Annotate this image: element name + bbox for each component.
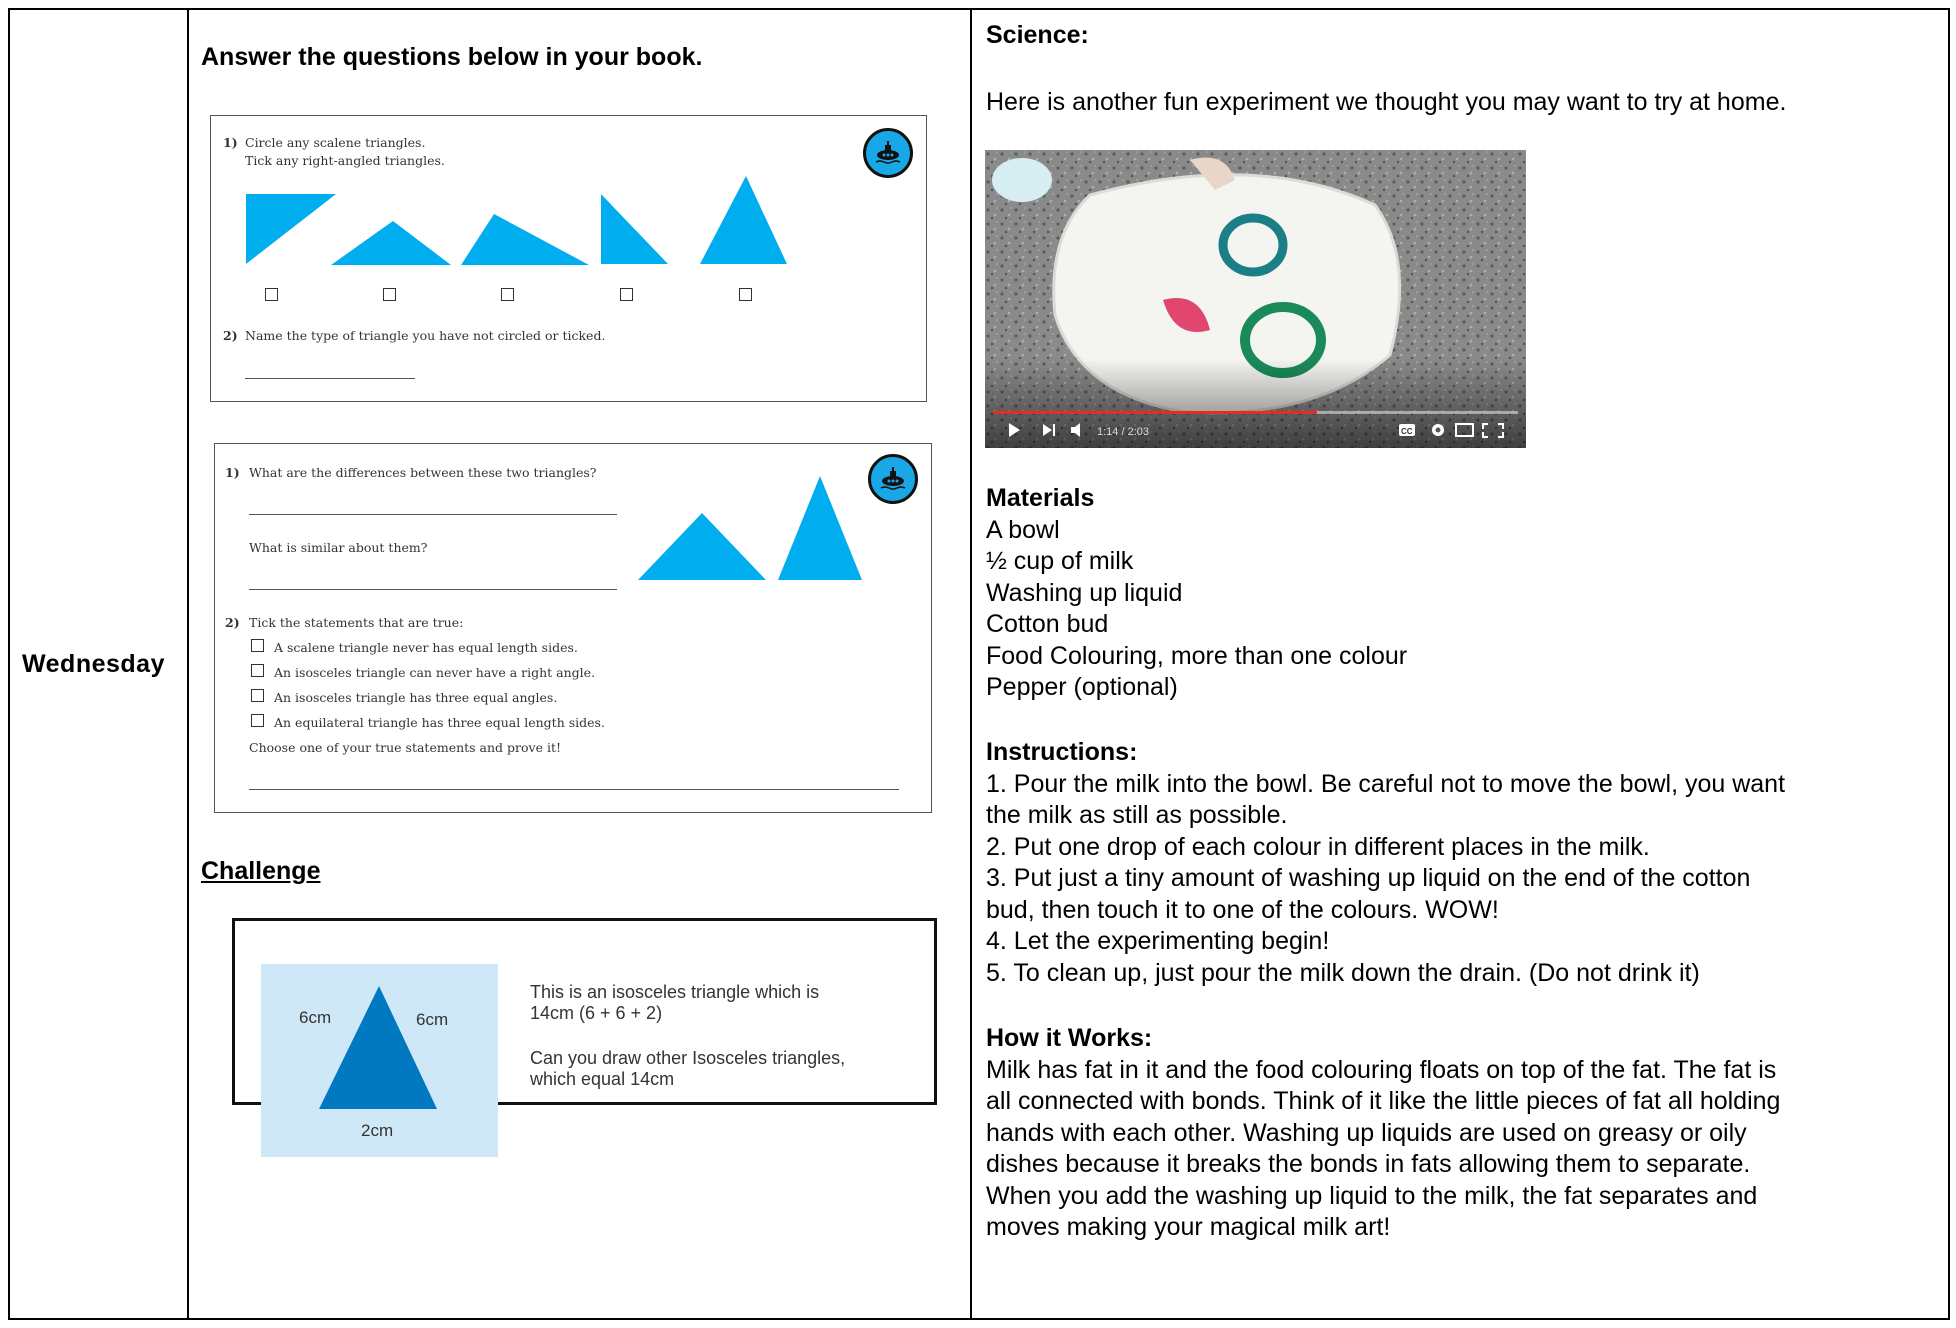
triangle-right-angled-1 xyxy=(246,194,336,264)
triangle-obtuse-1 xyxy=(331,221,451,265)
material-item: A bowl xyxy=(986,516,1060,544)
table-bottom-border xyxy=(8,1318,1950,1320)
ws1-q1-line1: Circle any scalene triangles. xyxy=(245,135,426,150)
instruction-line: 1. Pour the milk into the bowl. Be careful not to move the bowl, you want xyxy=(986,770,1786,798)
challenge-label-right: 6cm xyxy=(416,1010,449,1029)
statement-checkbox-3[interactable] xyxy=(251,689,264,702)
instruction-line: bud, then touch it to one of the colours. WOW! xyxy=(986,896,1499,924)
ws2-q2-text: Tick the statements that are true: xyxy=(249,615,464,630)
ws1-checkbox-5[interactable] xyxy=(739,288,752,301)
ws1-q1-number: 1) xyxy=(223,135,238,150)
material-item: Pepper (optional) xyxy=(986,673,1178,701)
video-frame xyxy=(985,150,1526,448)
how-it-works-line: When you add the washing up liquid to the milk, the fat separates and xyxy=(986,1182,1758,1210)
ws2-q1-text: What are the differences between these two triangles? xyxy=(249,465,597,480)
table-left-border xyxy=(8,8,10,1320)
challenge-label-bottom: 2cm xyxy=(361,1121,394,1140)
worksheet-2 xyxy=(214,443,932,813)
triangle-obtuse-2 xyxy=(638,513,766,580)
video-time: 1:14 / 2:03 xyxy=(1097,426,1149,438)
statement-2: An isosceles triangle can never have a right angle. xyxy=(274,665,596,680)
ws2-q2-number: 2) xyxy=(225,615,240,630)
materials-heading: Materials xyxy=(986,484,1095,512)
day-label: Wednesday xyxy=(22,650,165,678)
how-it-works-line: all connected with bonds. Think of it like the little pieces of fat all holding xyxy=(986,1087,1781,1115)
table-right-border xyxy=(1948,8,1950,1320)
challenge-text-line1: This is an isosceles triangle which is xyxy=(530,982,820,1002)
material-item: Cotton bud xyxy=(986,610,1109,638)
challenge-text-line3: Can you draw other Isosceles triangles, xyxy=(530,1048,846,1068)
instruction-line: 3. Put just a tiny amount of washing up liquid on the end of the cotton xyxy=(986,864,1751,892)
challenge-text-line2: 14cm (6 + 6 + 2) xyxy=(530,1003,663,1023)
challenge-label-left: 6cm xyxy=(299,1008,332,1027)
triangle-scalene-1 xyxy=(461,214,589,265)
triangle-isosceles-1 xyxy=(700,176,787,264)
ws1-q2-number: 2) xyxy=(223,328,238,343)
ws1-answer-line xyxy=(245,378,415,379)
challenge-box xyxy=(232,918,937,1140)
how-it-works-line: moves making your magical milk art! xyxy=(986,1213,1391,1241)
instruction-line: 5. To clean up, just pour the milk down the drain. (Do not drink it) xyxy=(986,959,1700,987)
statement-checkbox-2[interactable] xyxy=(251,664,264,677)
statement-3: An isosceles triangle has three equal angles. xyxy=(274,690,558,705)
ws1-q1-line2: Tick any right-angled triangles. xyxy=(245,153,445,168)
science-heading: Science: xyxy=(986,21,1089,49)
ws1-checkbox-2[interactable] xyxy=(383,288,396,301)
how-it-works-line: hands with each other. Washing up liquids are used on greasy or oily xyxy=(986,1119,1747,1147)
instructions-heading: Instructions: xyxy=(986,738,1138,766)
instruction-line: 2. Put one drop of each colour in different places in the milk. xyxy=(986,833,1650,861)
ws1-checkbox-1[interactable] xyxy=(265,288,278,301)
challenge-heading: Challenge xyxy=(201,857,321,885)
ws2-q1-number: 1) xyxy=(225,465,240,480)
challenge-text-line4: which equal 14cm xyxy=(530,1069,675,1089)
how-it-works-line: Milk has fat in it and the food colouring floats on top of the fat. The fat is xyxy=(986,1056,1777,1084)
instruction-line: 4. Let the experimenting begin! xyxy=(986,927,1330,955)
maths-heading: Answer the questions below in your book. xyxy=(201,43,703,71)
svg-text:CC: CC xyxy=(1401,427,1413,436)
science-intro: Here is another fun experiment we thought you may want to try at home. xyxy=(986,88,1787,116)
how-it-works-heading: How it Works: xyxy=(986,1024,1153,1052)
statement-checkbox-4[interactable] xyxy=(251,714,264,727)
table-divider-2 xyxy=(970,8,972,1320)
ws2-q1b-text: What is similar about them? xyxy=(249,540,428,555)
material-item: Food Colouring, more than one colour xyxy=(986,642,1408,670)
submarine-badge-icon xyxy=(863,128,913,178)
challenge-isosceles-triangle xyxy=(319,986,437,1109)
ws1-checkbox-4[interactable] xyxy=(620,288,633,301)
video-progress-fill xyxy=(993,411,1317,414)
material-item: ½ cup of milk xyxy=(986,547,1134,575)
triangle-isosceles-2 xyxy=(778,476,862,580)
worksheet-1 xyxy=(210,115,927,402)
statement-checkbox-1[interactable] xyxy=(251,639,264,652)
ws1-triangles xyxy=(211,176,926,326)
ws2-prove-text: Choose one of your true statements and prove it! xyxy=(249,740,562,755)
table-top-border xyxy=(8,8,1950,10)
ws1-checkbox-3[interactable] xyxy=(501,288,514,301)
table-divider-1 xyxy=(187,8,189,1320)
how-it-works-line: dishes because it breaks the bonds in fats allowing them to separate. xyxy=(986,1150,1751,1178)
statement-1: A scalene triangle never has equal length sides. xyxy=(274,640,578,655)
video-player[interactable] xyxy=(985,150,1526,448)
instruction-line: the milk as still as possible. xyxy=(986,801,1288,829)
challenge-diagram xyxy=(261,964,498,1157)
material-item: Washing up liquid xyxy=(986,579,1183,607)
ws1-q2-text: Name the type of triangle you have not circled or ticked. xyxy=(245,328,606,343)
ws2-triangles xyxy=(215,474,931,594)
statement-4: An equilateral triangle has three equal length sides. xyxy=(274,715,605,730)
triangle-right-angled-2 xyxy=(601,194,668,264)
ws2-answer-line-3 xyxy=(249,789,899,790)
